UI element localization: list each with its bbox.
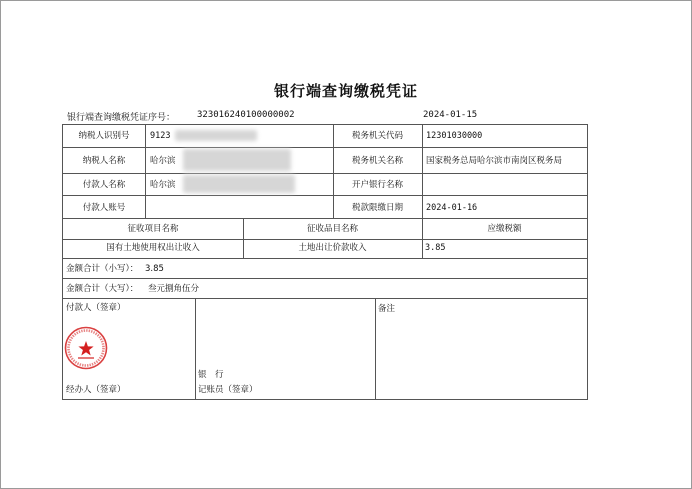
taxpayer-name-value: 哈尔滨 xyxy=(150,156,176,166)
handler-signature-label: 经办人（签章） xyxy=(66,385,126,395)
payer-name-label: 付款人名称 xyxy=(82,180,126,190)
total-big-value: 叁元捌角伍分 xyxy=(148,284,200,294)
taxpayer-id-value: 9123 xyxy=(150,131,171,141)
document-title: 银行端查询缴税凭证 xyxy=(273,82,418,100)
items-header-project: 征收项目名称 xyxy=(127,224,179,234)
serial-number: 323016240100000002 xyxy=(197,110,295,120)
payer-account-label: 付款人账号 xyxy=(82,203,126,213)
deadline-label: 税款限缴日期 xyxy=(351,203,403,213)
bank-name-label: 开户银行名称 xyxy=(351,180,403,190)
redaction-mask xyxy=(183,175,295,193)
deadline-value: 2024-01-16 xyxy=(426,203,478,213)
tax-office-code-label: 税务机关代码 xyxy=(351,131,403,141)
serial-label: 银行端查询缴税凭证序号： xyxy=(67,113,176,123)
taxpayer-id-label: 纳税人识别号 xyxy=(78,131,130,141)
tax-office-name-value: 国家税务总局哈尔滨市南岗区税务局 xyxy=(426,156,563,166)
clerk-signature-label: 记账员（签章） xyxy=(198,385,258,395)
item-amount: 3.85 xyxy=(425,243,446,253)
redaction-mask xyxy=(183,149,291,171)
remarks-label: 备注 xyxy=(378,304,396,314)
total-big-label: 金额合计（大写）： xyxy=(66,284,139,294)
items-header-item: 征收品目名称 xyxy=(306,224,358,234)
tax-voucher-table xyxy=(62,124,588,400)
item-project: 国有土地使用权出让收入 xyxy=(106,243,200,253)
payer-name-value: 哈尔滨 xyxy=(150,180,176,190)
item-name: 土地出让价款收入 xyxy=(298,243,367,253)
tax-office-code-value: 12301030000 xyxy=(426,131,483,141)
document-date: 2024-01-15 xyxy=(423,110,478,120)
official-seal-stamp xyxy=(64,326,108,370)
redaction-mask xyxy=(175,130,257,141)
tax-office-name-label: 税务机关名称 xyxy=(351,156,403,166)
payer-signature-label: 付款人（签章） xyxy=(66,303,126,313)
items-header-amount: 应缴税额 xyxy=(487,224,522,234)
taxpayer-name-label: 纳税人名称 xyxy=(82,156,126,166)
total-small-label: 金额合计（小写）： xyxy=(66,264,139,274)
total-small-value: 3.85 xyxy=(145,264,164,274)
bank-label: 银 行 xyxy=(198,370,224,380)
